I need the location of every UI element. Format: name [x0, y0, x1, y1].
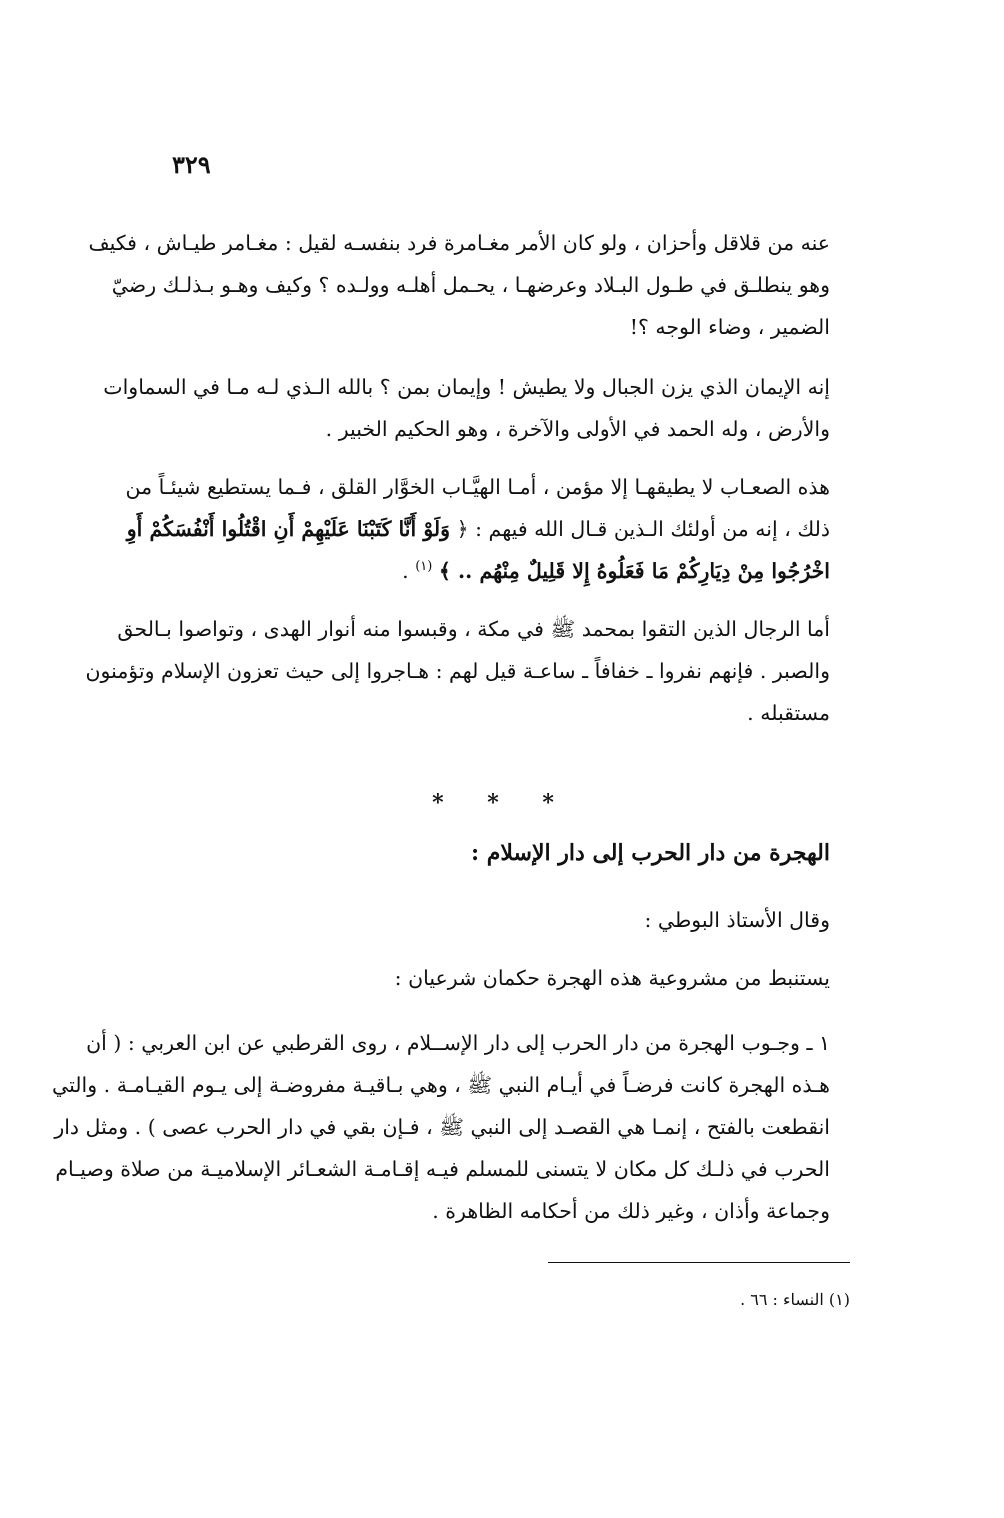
paragraph-5: وقال الأستاذ البوطي :	[644, 908, 830, 932]
paragraph-3	[125, 466, 830, 592]
paragraph-line: أما الرجال الذين التقوا بمحمد ﷺ في مكة ، وقبسوا منه أنوار الهدى ، وتواصوا بـالحق	[117, 617, 830, 641]
footnote: (١) النساء : ٦٦ .	[740, 1290, 850, 1309]
quran-verse: اخْرُجُوا مِنْ دِيَارِكُمْ مَا فَعَلُوهُ إِلا قَلِيلٌ مِنْهُم .. ﴾	[438, 559, 830, 583]
footnote-divider	[548, 1262, 850, 1263]
paragraph-line: الضمير ، وضاء الوجه ؟!	[629, 315, 830, 339]
paragraph-line: ١ ـ وجـوب الهجرة من دار الحرب إلى دار الإســلام ، روى القرطبي عن ابن العربي : ( أن	[86, 1031, 830, 1055]
paragraph-2	[103, 366, 830, 450]
paragraph-line: والأرض ، وله الحمد في الأولى والآخرة ، وهو الحكيم الخبير .	[325, 417, 830, 441]
section-separator: * * *	[432, 790, 572, 816]
paragraph-line: الحرب في ذلـك كل مكان لا يتسنى للمسلم فيـه إقـامـة الشعـائر الإسلاميـة من صلاة وصيـام	[55, 1157, 830, 1181]
paragraph-line: انقطعت بالفتح ، إنمـا هي القصـد إلى النبي ﷺ ، فـإن بقي في دار الحرب عصى ) . ومثل دار	[54, 1115, 830, 1139]
footnote-reference: (١)	[415, 559, 433, 575]
page-number: ٣٢٩	[172, 150, 211, 179]
paragraph-text: .	[402, 559, 416, 583]
paragraph-line-with-verse	[178, 550, 830, 592]
paragraph-line: هذه الصعـاب لا يطيقهـا إلا مؤمن ، أمـا الهيَّـاب الخوَّار القلق ، فـما يستطيع شيئـاً من	[125, 475, 830, 499]
section-heading: الهجرة من دار الحرب إلى دار الإسلام :	[470, 840, 830, 866]
paragraph-line: وهو ينطلـق في طـول البـلاد وعرضهـا ، يحـمل أهلـه وولـده ؟ وكيف وهـو بـذلـك رضيّ	[111, 273, 830, 297]
paragraph-4	[85, 608, 830, 734]
quran-verse: وَلَوْ أَنَّا كَتَبْنَا عَلَيْهِمْ أَنِ اقْتُلُوا أَنْفُسَكُمْ أَوِ	[126, 517, 451, 541]
paragraph-line: وجماعة وأذان ، وغير ذلك من أحكامه الظاهرة .	[432, 1199, 830, 1223]
paragraph-1	[88, 222, 830, 348]
paragraph-line: مستقبله .	[747, 701, 830, 725]
paragraph-line: إنه الإيمان الذي يزن الجبال ولا يطيش ! وإيمان بمن ؟ بالله الـذي لـه مـا في السماوات	[103, 375, 830, 399]
paragraph-6: يستنبط من مشروعية هذه الهجرة حكمان شرعيان :	[394, 966, 830, 990]
paragraph-7	[52, 1022, 830, 1232]
paragraph-line: والصبر . فإنهم نفروا ـ خفافاً ـ ساعـة قيل لهم : هـاجروا إلى حيث تعزون الإسلام وتؤمنون	[85, 659, 830, 683]
paragraph-line: هـذه الهجرة كانت فرضـاً في أيـام النبي ﷺ ، وهي بـاقيـة مفروضـة إلى يـوم القيـامـة . والتي	[52, 1073, 830, 1097]
paragraph-line: عنه من قلاقل وأحزان ، ولو كان الأمر مغـامرة فرد بنفسـه لقيل : مغـامر طيـاش ، فكيف	[88, 231, 830, 255]
paragraph-line-with-verse	[126, 508, 830, 550]
paragraph-text: ذلك ، إنه من أولئك الـذين قـال الله فيهم : ﴿	[450, 517, 830, 541]
